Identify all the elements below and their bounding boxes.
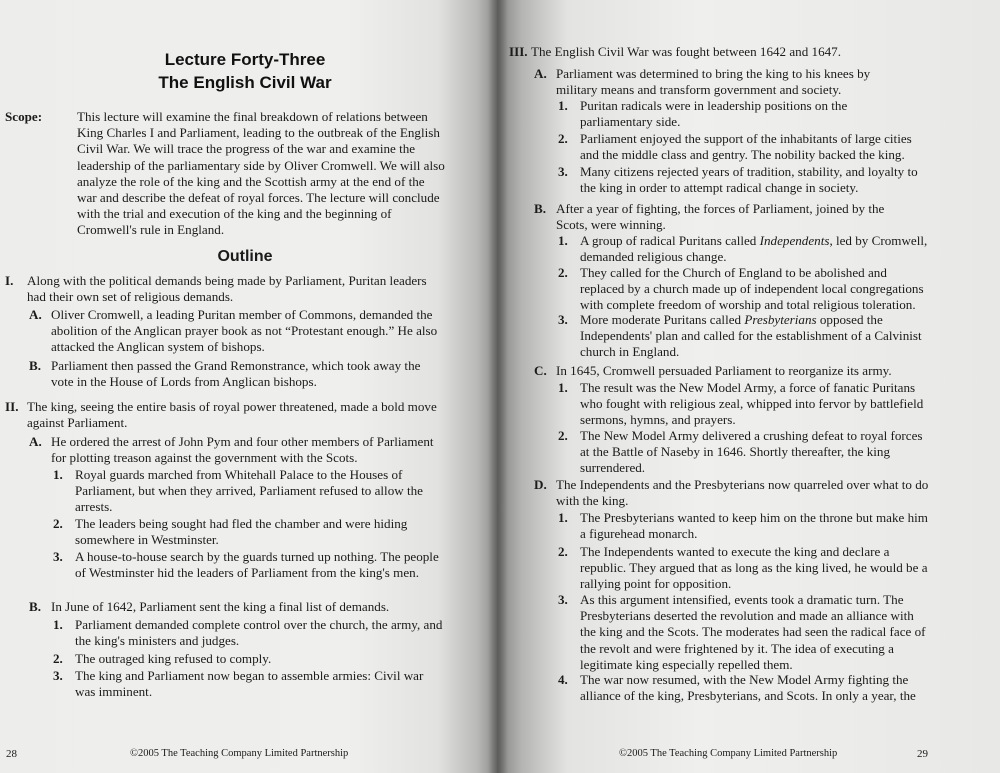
item-number: 1.: [53, 467, 63, 482]
outline-item-I-A: [29, 307, 445, 356]
outline-item-III-D: [534, 477, 934, 509]
item-number: D.: [534, 477, 547, 492]
item-text: The result was the New Model Army, a force of fanatic Puritans who fought with religious zeal, whipped into fervor by battlefield sermons, hymns, and prayers.: [580, 380, 924, 428]
item-number: B.: [29, 358, 42, 373]
item-number: 2.: [558, 265, 568, 280]
item-text: In June of 1642, Parliament sent the king a final list of demands.: [51, 599, 390, 614]
outline-item-I: [5, 273, 445, 305]
outline-item-III-B-3: [558, 312, 930, 361]
outline-item-II-B: [29, 599, 445, 615]
item-number: 1.: [558, 380, 568, 395]
item-text: The king and Parliament now began to assemble armies: Civil war was imminent.: [75, 668, 424, 700]
scope-text: This lecture will examine the final breakdown of relations between King Charles I and Parliament, leading to the outbreak of the English Civil War. We will trace the progress of the war and examine the leadership of the parliamentary side by Oliver Cromwell. We will also analyze the role of the king and the Scottish army at the end of the war and describe the defeat of royal forces. The lecture will conclude with the trial and execution of the king and the beginning of Cromwell's rule in England.: [77, 109, 445, 238]
item-number: A.: [29, 434, 42, 449]
item-text: The Independents and the Presbyterians now quarreled over what to do with the king.: [556, 477, 929, 509]
item-text: The New Model Army delivered a crushing defeat to royal forces at the Battle of Naseby in 1646. Shortly thereafter, the king surrendered.: [580, 428, 923, 476]
item-number: 3.: [53, 549, 63, 564]
item-number: 1.: [558, 98, 568, 113]
item-number: B.: [534, 201, 547, 216]
item-text: The war now resumed, with the New Model Army fighting the alliance of the king, Presbyterians, and Scots. In only a year, the: [580, 672, 916, 704]
outline-item-III-C: [534, 363, 924, 379]
item-text: Puritan radicals were in leadership positions on the parliamentary side.: [580, 98, 848, 130]
page-number-right: 29: [917, 748, 928, 760]
item-text: Oliver Cromwell, a leading Puritan member of Commons, demanded the abolition of the Anglican prayer book as not “Protestant enough.” He also attacked the Anglican system of bishops.: [51, 307, 438, 355]
item-text: Royal guards marched from Whitehall Palace to the Houses of Parliament, but when they arrived, Parliament refused to allow the arrests.: [75, 467, 423, 515]
item-number: 3.: [558, 164, 568, 179]
lecture-title: Lecture Forty-Three: [164, 50, 326, 69]
item-text-start: More moderate Puritans called: [580, 312, 745, 327]
item-number: I.: [5, 273, 14, 288]
page-number-left: 28: [6, 748, 17, 760]
outline-item-I-B: [29, 358, 445, 390]
footer-right: ©2005 The Teaching Company Limited Partnership: [619, 748, 838, 759]
item-number: II.: [5, 399, 19, 414]
item-text: A house-to-house search by the guards turned up nothing. The people of Westminster hid the leaders of Parliament from the king's men.: [75, 549, 439, 581]
item-text: Parliament enjoyed the support of the inhabitants of large cities and the middle class and gentry. The nobility backed the king.: [580, 131, 912, 163]
outline-item-II-A: [29, 434, 445, 466]
item-number: III.: [509, 44, 528, 59]
item-text: The outraged king refused to comply.: [75, 651, 272, 666]
outline-item-III-D-2: [558, 544, 930, 593]
outline-item-II-B-1: [53, 617, 445, 649]
item-text: In 1645, Cromwell persuaded Parliament to reorganize its army.: [556, 363, 892, 378]
item-text: The Independents wanted to execute the king and declare a republic. They argued that as long as the king lived, he would be a rallying point for opposition.: [580, 544, 928, 592]
item-text-end: , led by Cromwell, demanded religious change.: [580, 233, 928, 265]
outline-item-III-C-1: [558, 380, 930, 429]
item-text: Parliament then passed the Grand Remonstrance, which took away the vote in the House of Lords from Anglican bishops.: [51, 358, 421, 390]
scope-label: Scope:: [5, 109, 43, 124]
item-text: The English Civil War was fought between 1642 and 1647.: [531, 44, 841, 59]
scope-section: [5, 109, 445, 239]
item-number: 2.: [53, 651, 63, 666]
outline-item-III-D-4: [558, 672, 930, 704]
item-text-end: opposed the Independents' plan and called for the establishment of a Calvinist church in England.: [580, 312, 922, 360]
item-text: Parliament was determined to bring the king to his knees by military means and transform government and society.: [556, 66, 871, 98]
outline-item-III: [509, 44, 899, 60]
item-number: A.: [534, 66, 547, 81]
outline-item-II: [5, 399, 445, 431]
item-text: [580, 312, 930, 361]
item-number: 3.: [53, 668, 63, 683]
outline-item-III-D-1: [558, 510, 930, 542]
item-text: After a year of fighting, the forces of Parliament, joined by the Scots, were winning.: [556, 201, 885, 233]
left-page: [0, 0, 497, 773]
item-number: 3.: [558, 312, 568, 327]
item-text: As this argument intensified, events took a dramatic turn. The Presbyterians deserted the revolution and made an alliance with the king and the Scots. The moderates had seen the radical face of the revolt and were frightened by it. The idea of executing a legitimate king especially repelled them.: [580, 592, 926, 672]
right-page: [497, 0, 1000, 773]
outline-item-III-B-2: [558, 265, 930, 314]
item-number: 1.: [53, 617, 63, 632]
footer-left: ©2005 The Teaching Company Limited Partnership: [130, 748, 349, 759]
outline-item-II-A-1: [53, 467, 445, 516]
outline-item-III-B-1: [558, 233, 930, 265]
outline-item-II-A-2: [53, 516, 445, 548]
item-text: He ordered the arrest of John Pym and four other members of Parliament for plotting treason against the government with the Scots.: [51, 434, 434, 466]
item-number: 3.: [558, 592, 568, 607]
item-number: 4.: [558, 672, 568, 687]
outline-item-II-B-3: [53, 668, 445, 700]
item-number: C.: [534, 363, 547, 378]
item-text: The leaders being sought had fled the chamber and were hiding somewhere in Westminster.: [75, 516, 408, 548]
item-number: 2.: [558, 428, 568, 443]
item-number: 2.: [53, 516, 63, 531]
item-number: A.: [29, 307, 42, 322]
outline-item-III-A-2: [558, 131, 930, 163]
item-text: The king, seeing the entire basis of royal power threatened, made a bold move against Parliament.: [27, 399, 437, 431]
outline-item-II-A-3: [53, 549, 445, 581]
item-text: Parliament demanded complete control over the church, the army, and the king's ministers and judges.: [75, 617, 443, 649]
outline-item-II-B-2: [53, 651, 445, 667]
item-number: 2.: [558, 544, 568, 559]
item-number: B.: [29, 599, 42, 614]
outline-item-III-A-3: [558, 164, 930, 196]
item-text: Many citizens rejected years of tradition, stability, and loyalty to the king in order to attempt radical change in society.: [580, 164, 918, 196]
item-number: 1.: [558, 510, 568, 525]
outline-heading: Outline: [217, 248, 273, 265]
item-text-start: A group of radical Puritans called: [580, 233, 760, 248]
item-term: Independents: [759, 233, 830, 248]
item-text: Along with the political demands being made by Parliament, Puritan leaders had their own set of religious demands.: [27, 273, 427, 305]
item-text: They called for the Church of England to be abolished and replaced by a church made up of independent local congregations with complete freedom of worship and total religious toleration.: [580, 265, 924, 313]
outline-item-III-B: [534, 201, 918, 233]
book-gutter-shadow: [488, 0, 508, 773]
outline-item-III-D-3: [558, 592, 930, 673]
item-term: Presbyterians: [744, 312, 817, 327]
item-text: The Presbyterians wanted to keep him on the throne but make him a figurehead monarch.: [580, 510, 928, 542]
lecture-subtitle: The English Civil War: [158, 73, 332, 92]
item-number: 2.: [558, 131, 568, 146]
outline-item-III-A: [534, 66, 914, 98]
outline-item-III-A-1: [558, 98, 918, 130]
item-number: 1.: [558, 233, 568, 248]
outline-item-III-C-2: [558, 428, 930, 477]
item-text: [580, 233, 930, 265]
